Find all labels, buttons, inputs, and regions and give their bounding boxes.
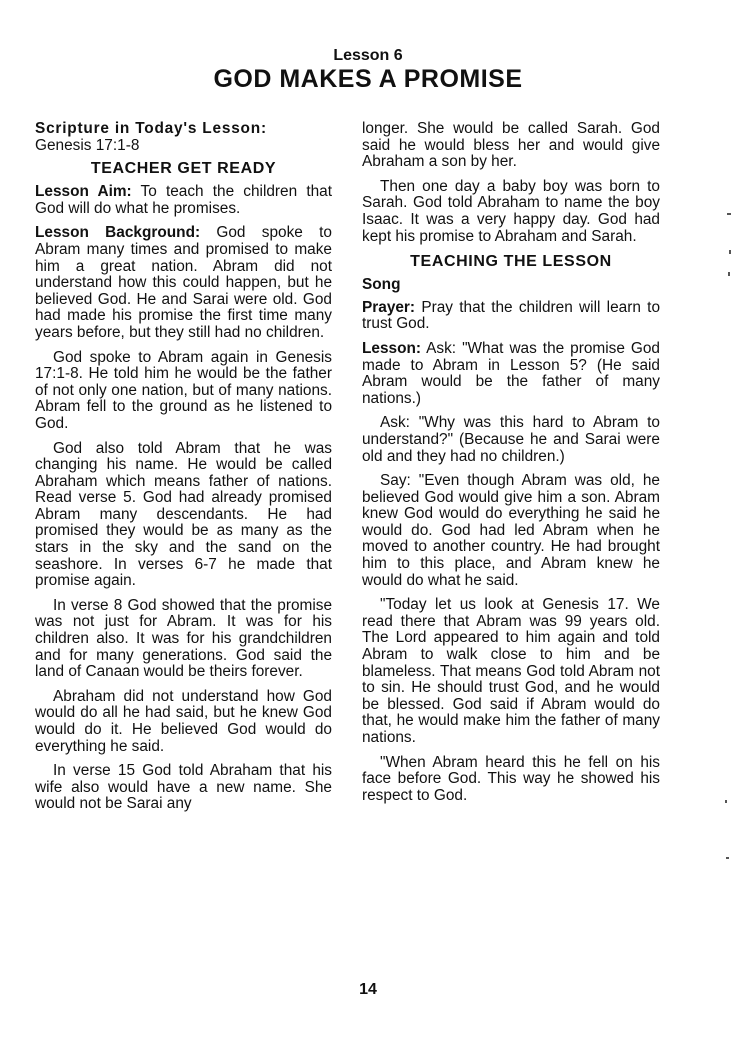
page-header bbox=[0, 47, 736, 93]
page-title: GOD MAKES A PROMISE bbox=[213, 65, 523, 93]
body-paragraph: Say: "Even though Abram was old, he believed God would give him a son. Abram knew God would do everything he said he would do. God had led Abram when he moved to another country. He had brought him to this place, and Abram knew he would do what he said. bbox=[362, 472, 660, 589]
lesson-text: Ask: "What was the promise God made to Abram in Lesson 5? (He said Abram would be the father of many nations.) bbox=[362, 339, 660, 407]
scan-speck bbox=[726, 857, 729, 859]
left-column bbox=[35, 121, 332, 821]
page-number: 14 bbox=[359, 981, 377, 998]
lesson-number: Lesson 6 bbox=[333, 47, 403, 64]
lesson-aim-paragraph bbox=[35, 184, 332, 217]
body-paragraph: Ask: "Why was this hard to Abram to understand?" (Because he and Sarai were old and they had no children.) bbox=[362, 414, 660, 465]
prayer-paragraph bbox=[362, 300, 660, 333]
body-paragraph: In verse 15 God told Abraham that his wife also would have a new name. She would not be Sarai any bbox=[35, 762, 332, 813]
body-paragraph: "Today let us look at Genesis 17. We read there that Abram was 99 years old. The Lord appeared to him again and told Abram to walk close to him and be blameless. That means God told Abram not to sin. He should trust God, and he would be blessed. God said if Abram would do that, he would make him the father of many nations. bbox=[362, 596, 660, 746]
lesson-background-label: Lesson Background: bbox=[35, 224, 201, 242]
prayer-text: Pray that the children will learn to trust God. bbox=[362, 298, 660, 333]
lesson-aim-label: Lesson Aim: bbox=[35, 183, 132, 201]
scan-speck bbox=[728, 272, 730, 276]
body-paragraph: God spoke to Abram again in Genesis 17:1-8. He told him he would be the father of not only one nation, but of many nations. Abram fell to the ground as he listened to God. bbox=[35, 348, 332, 432]
section-heading-teaching-the-lesson: TEACHING THE LESSON bbox=[410, 253, 612, 271]
body-paragraph: Then one day a baby boy was born to Sarah. God told Abraham to name the boy Isaac. It was a very happy day. God had kept his promise to Abraham and Sarah. bbox=[362, 177, 660, 245]
scan-speck bbox=[727, 213, 731, 215]
body-paragraph: God also told Abram that he was changing his name. He would be called Abraham which means father of nations. Read verse 5. God had already promised Abram many descendants. He had promised they would be as many as the stars in the sky and the sand on the seashore. In verses 6-7 he made that promise again. bbox=[35, 439, 332, 590]
song-label: Song bbox=[362, 276, 401, 294]
scan-speck bbox=[729, 250, 731, 254]
lesson-background-text: God spoke to Abram many times and promised to make him a great nation. Abram did not understand how this could happen, but he believed God. He and Sarai were old. God had made his promise the first time many years before, but they still had no children. bbox=[35, 224, 332, 341]
right-column bbox=[362, 121, 660, 812]
scripture-label: Scripture in Today's Lesson: bbox=[35, 120, 267, 137]
prayer-label: Prayer: bbox=[362, 298, 416, 316]
body-paragraph: "When Abram heard this he fell on his face before God. This way he showed his respect to God. bbox=[362, 753, 660, 804]
section-heading-teacher-get-ready: TEACHER GET READY bbox=[90, 160, 277, 178]
scripture-paragraph bbox=[35, 121, 332, 154]
lesson-background-paragraph bbox=[35, 225, 332, 341]
scan-speck bbox=[725, 800, 727, 803]
lesson-paragraph bbox=[362, 341, 660, 407]
body-paragraph: In verse 8 God showed that the promise was not just for Abram. It was for his children also. It was for his grandchildren and for many generations. God said the land of Canaan would be theirs forever. bbox=[35, 596, 332, 681]
body-paragraph: Abraham did not understand how God would do all he had said, but he knew God would do it. He believed God would do everything he said. bbox=[35, 687, 332, 755]
scripture-reference: Genesis 17:1-8 bbox=[35, 136, 140, 154]
lesson-aim-text: To teach the children that God will do what he promises. bbox=[35, 183, 332, 217]
body-paragraph: longer. She would be called Sarah. God said he would bless her and would give Abraham a son by her. bbox=[362, 120, 660, 171]
lesson-label: Lesson: bbox=[362, 339, 422, 357]
